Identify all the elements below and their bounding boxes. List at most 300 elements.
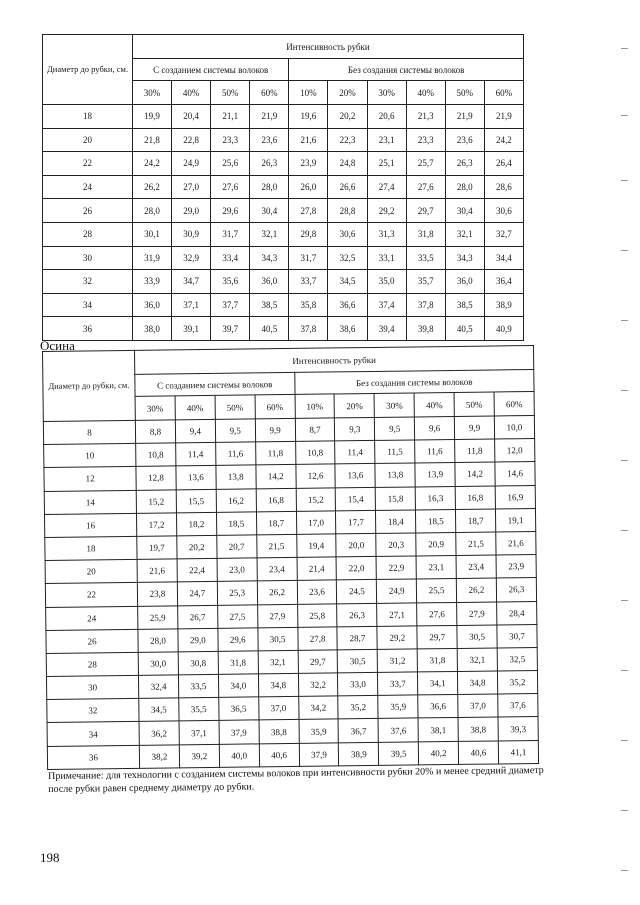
value-cell: 37,8 (406, 293, 445, 317)
value-cell: 41,1 (498, 740, 538, 764)
value-cell: 21,9 (484, 105, 523, 129)
value-cell: 31,8 (417, 648, 457, 672)
value-cell: 10,8 (136, 443, 176, 467)
value-cell: 40,5 (445, 317, 484, 341)
value-cell: 18,4 (376, 510, 416, 534)
percent-header: 30% (374, 393, 414, 417)
page-number: 198 (40, 850, 60, 865)
diameter-cell: 14 (44, 490, 136, 514)
value-cell: 38,2 (139, 744, 179, 768)
value-cell: 29,0 (172, 199, 211, 223)
value-cell: 12,6 (295, 464, 335, 488)
value-cell: 24,5 (337, 580, 377, 604)
value-cell: 38,5 (445, 293, 484, 317)
value-cell: 26,2 (456, 578, 496, 602)
value-cell: 32,1 (250, 222, 289, 246)
value-cell: 35,5 (179, 698, 219, 722)
value-cell: 28,4 (497, 601, 537, 625)
value-cell: 36,0 (133, 293, 172, 317)
value-cell: 15,4 (336, 487, 376, 511)
value-cell: 22,8 (172, 128, 211, 152)
diameter-cell: 18 (45, 536, 137, 560)
value-cell: 36,6 (418, 695, 458, 719)
value-cell: 13,6 (176, 466, 216, 490)
diameter-cell: 20 (45, 559, 137, 583)
table-row (43, 105, 524, 129)
value-cell: 11,4 (335, 441, 375, 465)
value-cell: 15,2 (296, 487, 336, 511)
value-cell: 10,0 (494, 415, 534, 439)
value-cell: 19,9 (133, 105, 172, 129)
value-cell: 25,3 (217, 581, 257, 605)
value-cell: 26,4 (484, 152, 523, 176)
value-cell: 27,6 (211, 175, 250, 199)
value-cell: 29,7 (406, 199, 445, 223)
header-intensity: Интенсивность рубки (133, 35, 524, 59)
value-cell: 27,6 (417, 602, 457, 626)
value-cell: 36,6 (328, 293, 367, 317)
value-cell: 20,3 (376, 533, 416, 557)
value-cell: 36,4 (484, 270, 523, 294)
value-cell: 24,7 (177, 582, 217, 606)
percent-header: 40% (175, 395, 215, 419)
value-cell: 21,9 (250, 105, 289, 129)
value-cell: 27,4 (367, 175, 406, 199)
value-cell: 37,0 (258, 697, 298, 721)
value-cell: 24,2 (484, 128, 523, 152)
value-cell: 22,3 (328, 128, 367, 152)
value-cell: 20,4 (172, 105, 211, 129)
value-cell: 29,6 (218, 628, 258, 652)
percent-header: 40% (414, 392, 454, 416)
value-cell: 24,9 (377, 579, 417, 603)
value-cell: 30,6 (328, 222, 367, 246)
value-cell: 22,9 (376, 556, 416, 580)
value-cell: 35,9 (378, 695, 418, 719)
value-cell: 28,0 (250, 175, 289, 199)
value-cell: 28,7 (337, 626, 377, 650)
value-cell: 33,1 (367, 246, 406, 270)
value-cell: 22,4 (177, 559, 217, 583)
value-cell: 23,9 (496, 555, 536, 579)
value-cell: 37,9 (299, 743, 339, 767)
value-cell: 27,6 (406, 175, 445, 199)
value-cell: 15,2 (136, 489, 176, 513)
value-cell: 29,2 (377, 626, 417, 650)
value-cell: 21,6 (137, 559, 177, 583)
diameter-cell: 26 (46, 629, 138, 653)
value-cell: 37,6 (498, 694, 538, 718)
value-cell: 38,9 (484, 293, 523, 317)
value-cell: 19,1 (495, 508, 535, 532)
value-cell: 30,1 (133, 222, 172, 246)
value-cell: 23,1 (367, 128, 406, 152)
diameter-cell: 36 (47, 745, 139, 769)
value-cell: 11,5 (375, 440, 415, 464)
value-cell: 36,2 (139, 721, 179, 745)
value-cell: 37,8 (289, 317, 328, 341)
value-cell: 10,8 (295, 441, 335, 465)
value-cell: 28,8 (328, 199, 367, 223)
value-cell: 34,3 (250, 246, 289, 270)
value-cell: 26,3 (250, 152, 289, 176)
value-cell: 11,6 (215, 442, 255, 466)
percent-header: 50% (445, 81, 484, 105)
value-cell: 20,2 (177, 535, 217, 559)
value-cell: 34,4 (484, 246, 523, 270)
value-cell: 21,6 (496, 531, 536, 555)
value-cell: 26,6 (328, 175, 367, 199)
value-cell: 16,2 (216, 488, 256, 512)
table-diameter-2 (42, 345, 539, 770)
diameter-cell: 28 (46, 652, 138, 676)
table-diameter-1 (42, 34, 524, 341)
value-cell: 25,5 (417, 579, 457, 603)
value-cell: 34,5 (139, 698, 179, 722)
value-cell: 34,8 (458, 671, 498, 695)
value-cell: 39,4 (367, 317, 406, 341)
value-cell: 13,8 (375, 463, 415, 487)
value-cell: 31,8 (218, 651, 258, 675)
value-cell: 32,9 (172, 246, 211, 270)
value-cell: 34,5 (328, 270, 367, 294)
value-cell: 27,1 (377, 602, 417, 626)
value-cell: 35,8 (289, 293, 328, 317)
table-row (43, 222, 524, 246)
value-cell: 26,2 (133, 175, 172, 199)
value-cell: 37,7 (211, 293, 250, 317)
value-cell: 23,9 (289, 152, 328, 176)
value-cell: 27,5 (217, 604, 257, 628)
value-cell: 9,4 (175, 419, 215, 443)
value-cell: 21,6 (289, 128, 328, 152)
diameter-cell: 34 (43, 293, 133, 317)
value-cell: 21,4 (297, 557, 337, 581)
value-cell: 16,3 (415, 486, 455, 510)
value-cell: 23,6 (250, 128, 289, 152)
value-cell: 30,4 (250, 199, 289, 223)
diameter-cell: 22 (43, 152, 133, 176)
percent-header: 60% (255, 394, 295, 418)
value-cell: 17,7 (336, 510, 376, 534)
value-cell: 21,5 (256, 534, 296, 558)
value-cell: 23,3 (406, 128, 445, 152)
value-cell: 26,3 (445, 152, 484, 176)
percent-header: 30% (133, 81, 172, 105)
value-cell: 40,9 (484, 317, 523, 341)
value-cell: 8,8 (135, 420, 175, 444)
diameter-cell: 32 (43, 270, 133, 294)
diameter-cell: 16 (44, 513, 136, 537)
header-diameter: Диаметр до рубки, см. (43, 35, 133, 105)
value-cell: 34,7 (172, 270, 211, 294)
value-cell: 23,8 (137, 582, 177, 606)
percent-header: 30% (367, 81, 406, 105)
value-cell: 33,5 (178, 674, 218, 698)
value-cell: 30,8 (178, 651, 218, 675)
value-cell: 32,2 (298, 673, 338, 697)
value-cell: 21,9 (445, 105, 484, 129)
value-cell: 27,8 (297, 627, 337, 651)
value-cell: 23,0 (217, 558, 257, 582)
diameter-cell: 30 (43, 246, 133, 270)
value-cell: 20,0 (336, 533, 376, 557)
table-row (43, 317, 524, 341)
value-cell: 23,1 (416, 556, 456, 580)
value-cell: 9,6 (415, 416, 455, 440)
value-cell: 26,7 (178, 605, 218, 629)
percent-header: 20% (334, 393, 374, 417)
value-cell: 8,7 (295, 418, 335, 442)
value-cell: 25,8 (297, 603, 337, 627)
diameter-cell: 20 (43, 128, 133, 152)
value-cell: 37,1 (172, 293, 211, 317)
diameter-cell: 8 (43, 420, 135, 444)
value-cell: 17,0 (296, 511, 336, 535)
percent-header: 50% (211, 81, 250, 105)
value-cell: 20,2 (328, 105, 367, 129)
value-cell: 18,7 (256, 511, 296, 535)
value-cell: 14,6 (495, 462, 535, 486)
value-cell: 13,8 (216, 465, 256, 489)
value-cell: 29,7 (417, 625, 457, 649)
value-cell: 23,6 (297, 580, 337, 604)
value-cell: 32,1 (457, 648, 497, 672)
value-cell: 16,8 (256, 488, 296, 512)
value-cell: 17,2 (136, 513, 176, 537)
value-cell: 35,7 (406, 270, 445, 294)
table-body (43, 415, 538, 769)
value-cell: 38,6 (328, 317, 367, 341)
value-cell: 25,7 (406, 152, 445, 176)
value-cell: 36,7 (338, 719, 378, 743)
percent-header: 50% (454, 392, 494, 416)
value-cell: 12,0 (495, 439, 535, 463)
diameter-cell: 24 (43, 175, 133, 199)
table-row (43, 246, 524, 270)
value-cell: 27,0 (172, 175, 211, 199)
value-cell: 32,4 (138, 675, 178, 699)
value-cell: 32,5 (328, 246, 367, 270)
value-cell: 9,9 (255, 418, 295, 442)
value-cell: 32,5 (497, 647, 537, 671)
value-cell: 33,9 (133, 270, 172, 294)
percent-header: 60% (484, 81, 523, 105)
value-cell: 31,8 (406, 222, 445, 246)
value-cell: 40,0 (219, 744, 259, 768)
value-cell: 11,8 (455, 439, 495, 463)
value-cell: 35,0 (367, 270, 406, 294)
value-cell: 19,6 (289, 105, 328, 129)
table-row (43, 128, 524, 152)
value-cell: 34,1 (418, 672, 458, 696)
value-cell: 14,2 (455, 462, 495, 486)
value-cell: 19,7 (137, 536, 177, 560)
value-cell: 19,4 (296, 534, 336, 558)
diameter-cell: 28 (43, 222, 133, 246)
percent-header: 50% (215, 395, 255, 419)
value-cell: 29,0 (178, 628, 218, 652)
table-row (43, 175, 524, 199)
value-cell: 40,6 (259, 743, 299, 767)
value-cell: 11,8 (255, 442, 295, 466)
table-row (43, 199, 524, 223)
value-cell: 35,6 (211, 270, 250, 294)
diameter-cell: 32 (47, 699, 139, 723)
value-cell: 13,9 (415, 463, 455, 487)
table-row (43, 293, 524, 317)
value-cell: 30,5 (338, 649, 378, 673)
value-cell: 40,5 (250, 317, 289, 341)
value-cell: 24,2 (133, 152, 172, 176)
header-intensity: Интенсивность рубки (134, 345, 533, 374)
value-cell: 39,7 (211, 317, 250, 341)
value-cell: 37,4 (367, 293, 406, 317)
value-cell: 30,9 (172, 222, 211, 246)
table-row (43, 152, 524, 176)
diameter-cell: 22 (45, 583, 137, 607)
value-cell: 33,7 (378, 672, 418, 696)
value-cell: 34,3 (445, 246, 484, 270)
value-cell: 26,2 (257, 581, 297, 605)
value-cell: 20,6 (367, 105, 406, 129)
value-cell: 9,9 (454, 416, 494, 440)
value-cell: 28,0 (133, 199, 172, 223)
value-cell: 27,9 (457, 601, 497, 625)
header-with-system: С созданием системы волоков (135, 372, 295, 396)
value-cell: 36,5 (219, 697, 259, 721)
value-cell: 38,8 (259, 720, 299, 744)
value-cell: 39,2 (179, 744, 219, 768)
value-cell: 21,3 (406, 105, 445, 129)
percent-header: 10% (289, 81, 328, 105)
value-cell: 21,8 (133, 128, 172, 152)
value-cell: 39,5 (379, 742, 419, 766)
value-cell: 18,2 (176, 512, 216, 536)
value-cell: 9,3 (335, 417, 375, 441)
value-cell: 30,0 (138, 652, 178, 676)
diameter-cell: 36 (43, 317, 133, 341)
header-with-system: С созданием системы волоков (133, 59, 289, 81)
value-cell: 32,1 (258, 650, 298, 674)
value-cell: 39,1 (172, 317, 211, 341)
percent-header: 60% (494, 391, 534, 415)
value-cell: 26,3 (337, 603, 377, 627)
value-cell: 40,2 (419, 741, 459, 765)
header-without-system: Без создания системы волоков (289, 59, 524, 81)
diameter-cell: 24 (46, 606, 138, 630)
percent-header: 30% (135, 396, 175, 420)
value-cell: 29,2 (367, 199, 406, 223)
value-cell: 9,5 (215, 419, 255, 443)
value-cell: 31,7 (289, 246, 328, 270)
value-cell: 20,9 (416, 532, 456, 556)
header-diameter: Диаметр до рубки, см. (43, 350, 136, 421)
value-cell: 34,8 (258, 673, 298, 697)
value-cell: 33,7 (289, 270, 328, 294)
value-cell: 28,0 (445, 175, 484, 199)
value-cell: 29,6 (211, 199, 250, 223)
value-cell: 26,0 (289, 175, 328, 199)
value-cell: 35,2 (338, 696, 378, 720)
header-without-system: Без создания системы волоков (294, 369, 534, 394)
value-cell: 15,5 (176, 489, 216, 513)
percent-header: 60% (250, 81, 289, 105)
value-cell: 14,2 (256, 465, 296, 489)
value-cell: 30,4 (445, 199, 484, 223)
diameter-cell: 30 (46, 675, 138, 699)
value-cell: 40,6 (458, 741, 498, 765)
value-cell: 29,7 (298, 650, 338, 674)
value-cell: 18,5 (416, 509, 456, 533)
value-cell: 39,8 (406, 317, 445, 341)
diameter-cell: 12 (44, 467, 136, 491)
value-cell: 27,8 (289, 199, 328, 223)
value-cell: 24,9 (172, 152, 211, 176)
value-cell: 26,3 (496, 578, 536, 602)
value-cell: 25,1 (367, 152, 406, 176)
value-cell: 28,0 (138, 629, 178, 653)
percent-header: 20% (328, 81, 367, 105)
value-cell: 23,3 (211, 128, 250, 152)
value-cell: 30,5 (258, 627, 298, 651)
value-cell: 36,0 (250, 270, 289, 294)
diameter-cell: 26 (43, 199, 133, 223)
value-cell: 30,6 (484, 199, 523, 223)
value-cell: 23,4 (456, 555, 496, 579)
value-cell: 34,2 (298, 696, 338, 720)
value-cell: 12,8 (136, 466, 176, 490)
value-cell: 27,9 (257, 604, 297, 628)
value-cell: 38,5 (250, 293, 289, 317)
value-cell: 38,8 (458, 717, 498, 741)
value-cell: 21,1 (211, 105, 250, 129)
value-cell: 35,2 (497, 671, 537, 695)
value-cell: 9,5 (375, 417, 415, 441)
value-cell: 35,9 (299, 719, 339, 743)
diameter-cell: 18 (43, 105, 133, 129)
value-cell: 32,1 (445, 222, 484, 246)
value-cell: 30,7 (497, 624, 537, 648)
value-cell: 16,8 (455, 486, 495, 510)
value-cell: 37,0 (458, 694, 498, 718)
value-cell: 15,8 (376, 487, 416, 511)
value-cell: 22,0 (336, 557, 376, 581)
table-row (43, 270, 524, 294)
value-cell: 31,9 (133, 246, 172, 270)
value-cell: 18,5 (216, 512, 256, 536)
value-cell: 38,9 (339, 742, 379, 766)
diameter-cell: 10 (44, 444, 136, 468)
value-cell: 11,4 (176, 443, 216, 467)
value-cell: 30,5 (457, 625, 497, 649)
value-cell: 18,7 (456, 509, 496, 533)
value-cell: 25,9 (138, 605, 178, 629)
value-cell: 16,9 (495, 485, 535, 509)
footnote: Примечание: для технологии с созданием системы волоков при интенсивности рубки 20% и менее средний диаметр после рубки равен среднему диаметру до рубки. (48, 764, 544, 795)
value-cell: 29,8 (289, 222, 328, 246)
value-cell: 23,6 (445, 128, 484, 152)
value-cell: 33,0 (338, 672, 378, 696)
value-cell: 25,6 (211, 152, 250, 176)
value-cell: 33,5 (406, 246, 445, 270)
value-cell: 13,6 (335, 464, 375, 488)
value-cell: 28,6 (484, 175, 523, 199)
value-cell: 31,2 (378, 649, 418, 673)
percent-header: 10% (295, 394, 335, 418)
value-cell: 21,5 (456, 532, 496, 556)
value-cell: 24,8 (328, 152, 367, 176)
